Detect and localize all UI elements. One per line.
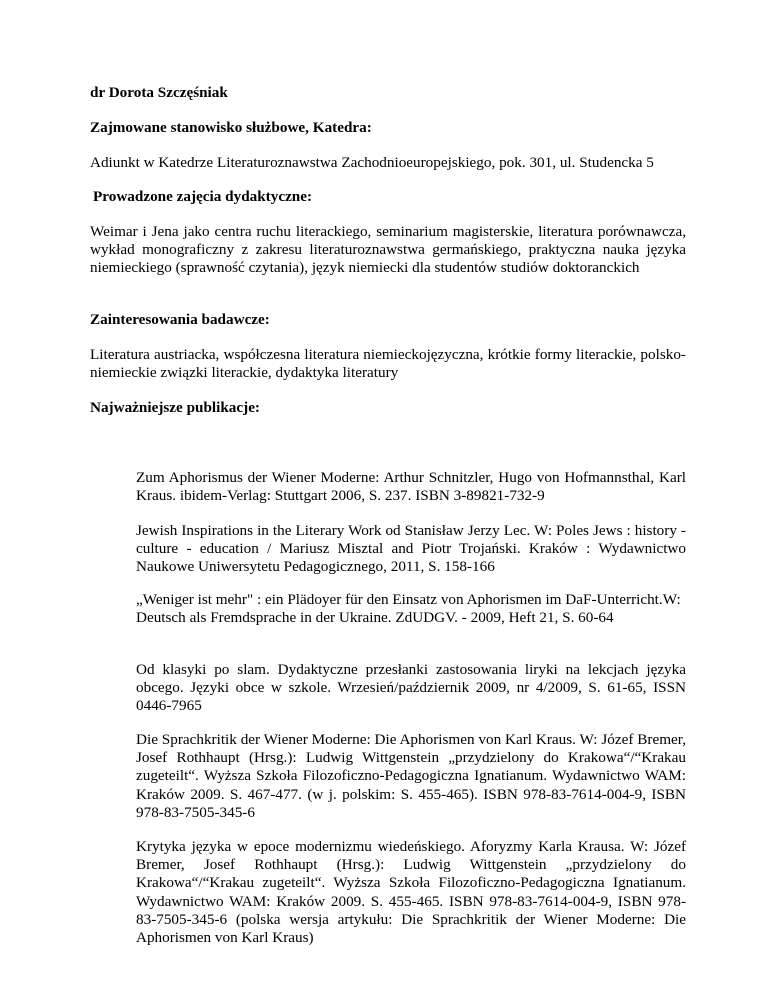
publication-item-1: Zum Aphorismus der Wiener Moderne: Arthur Schnitzler, Hugo von Hofmannsthal, Karl Kraus. ibidem-Verlag: Stuttgart 2006, S. 237. ISBN 3-89821-732-9: [136, 469, 686, 505]
interests-text: Literatura austriacka, współczesna literatura niemieckojęzyczna, krótkie formy literackie, polsko-niemieckie związki literackie, dydaktyka literatury: [90, 346, 686, 382]
teaching-text: Weimar i Jena jako centra ruchu literackiego, seminarium magisterskie, literatura porównawcza, wykład monograficzny z zakresu literaturoznawstwa germańskiego, praktyczna nauka języka niemieckiego (sprawność czytania), język niemiecki dla studentów studiów doktoranckich: [90, 223, 686, 277]
publication-item-3: „Weniger ist mehr" : ein Plädoyer für den Einsatz von Aphorismen im DaF-Unterricht.W: Deutsch als Fremdsprache in der Ukraine. ZdUDGV. - 2009, Heft 21, S. 60-64: [136, 591, 681, 627]
publication-item-5: Die Sprachkritik der Wiener Moderne: Die Aphorismen von Karl Kraus. W: Józef Bremer, Josef Rothhaupt (Hrsg.): Ludwig Wittgenstein „przydzielony do Krakowa“/“Krakau zugeteilt“. Wyższa Szkoła Filozoficzno-Pedagogiczna Ignatianum. Wydawnictwo WAM: Kraków 2009. S. 467-477. (w j. polskim: S. 455-465). ISBN 978-83-7614-004-9, ISBN 978-83-7505-345-6: [136, 731, 686, 821]
position-heading: Zajmowane stanowisko służbowe, Katedra:: [90, 119, 372, 136]
teaching-heading: Prowadzone zajęcia dydaktyczne:: [93, 188, 313, 205]
publication-item-4: Od klasyki po slam. Dydaktyczne przesłanki zastosowania liryki na lekcjach języka obcego. Języki obce w szkole. Wrzesień/październik 2009, nr 4/2009, S. 61-65, ISSN 0446-7965: [136, 661, 686, 715]
publications-heading: Najważniejsze publikacje:: [90, 399, 260, 416]
publication-item-2: Jewish Inspirations in the Literary Work od Stanisław Jerzy Lec. W: Poles Jews : history - culture - education / Mariusz Misztal and Piotr Trojański. Kraków : Wydawnictwo Naukowe Uniwersytetu Pedagogicznego, 2011, S. 158-166: [136, 522, 686, 576]
author-name: dr Dorota Szczęśniak: [90, 84, 228, 101]
position-text: Adiunkt w Katedrze Literaturoznawstwa Zachodnioeuropejskiego, pok. 301, ul. Studencka 5: [90, 154, 654, 171]
interests-heading: Zainteresowania badawcze:: [90, 311, 270, 328]
publication-item-6: Krytyka języka w epoce modernizmu wiedeńskiego. Aforyzmy Karla Krausa. W: Józef Bremer, Josef Rothhaupt (Hrsg.): Ludwig Wittgenstein „przydzielony do Krakowa“/“Krakau zugeteilt“. Wyższa Szkoła Filozoficzno-Pedagogiczna Ignatianum. Wydawnictwo WAM: Kraków 2009. S. 455-465. ISBN 978-83-7614-004-9, ISBN 978-83-7505-345-6 (polska wersja artykułu: Die Sprachkritik der Wiener Moderne: Die Aphorismen von Karl Kraus): [136, 838, 686, 947]
